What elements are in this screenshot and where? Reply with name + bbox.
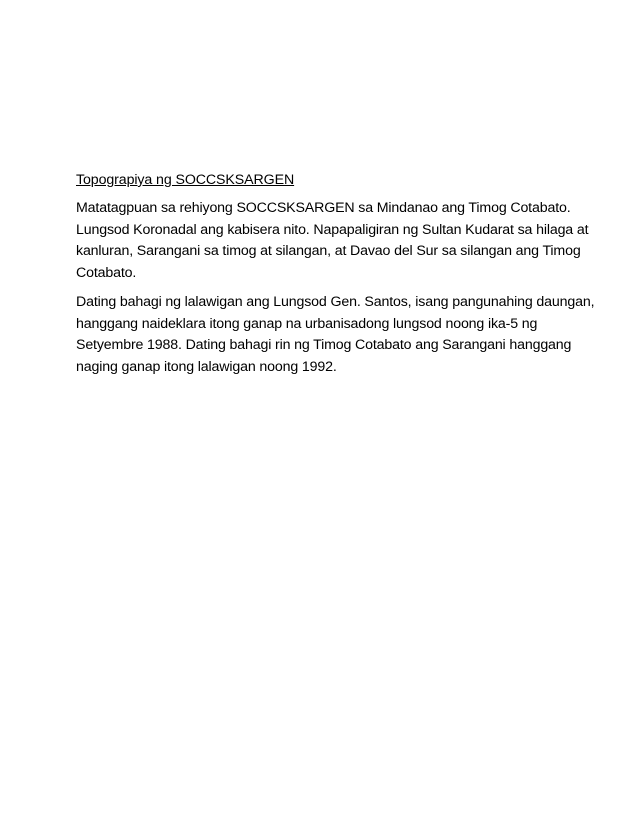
document-heading: Topograpiya ng SOCCSKSARGEN [76, 172, 295, 188]
paragraph-line: Lungsod Koronadal ang kabisera nito. Napapaligiran ng Sultan Kudarat sa hilaga at [76, 221, 589, 238]
paragraph-line: Dating bahagi ng lalawigan ang Lungsod Gen. Santos, isang pangunahing daungan, [76, 294, 595, 310]
paragraph-line: Matatagpuan sa rehiyong SOCCSKSARGEN sa Mindanao ang Timog Cotabato. [76, 200, 571, 216]
document-body [76, 170, 595, 386]
paragraph-line: hanggang naideklara itong ganap na urbanisadong lungsod noong ika-5 ng [76, 315, 538, 332]
paragraph-line: naging ganap itong lalawigan noong 1992. [76, 358, 337, 375]
paragraph-line: kanluran, Sarangani sa timog at silangan, at Davao del Sur sa silangan ang Timog [76, 243, 581, 259]
paragraph-1 [76, 198, 589, 284]
paragraph-2 [76, 292, 595, 378]
paragraph-line: Setyembre 1988. Dating bahagi rin ng Timog Cotabato ang Sarangani hanggang [76, 337, 572, 353]
paragraph-line: Cotabato. [76, 264, 137, 281]
